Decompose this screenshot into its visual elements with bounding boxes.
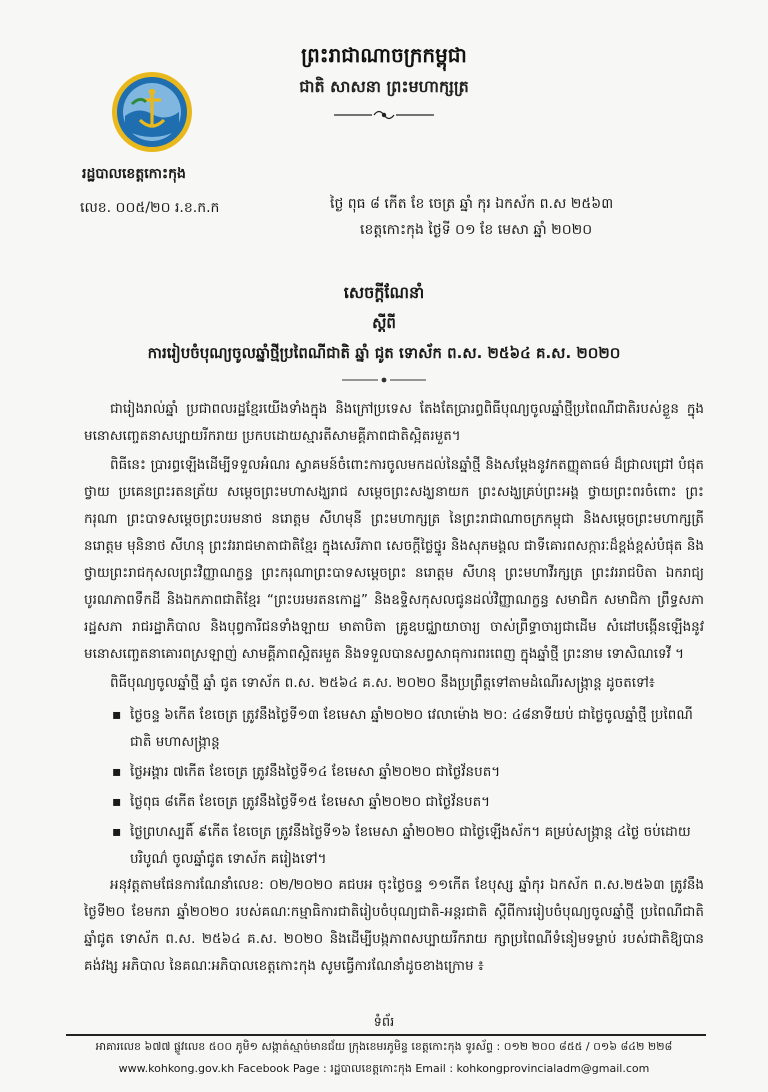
footer-contact: www.kohkong.gov.kh Facebook Page : រដ្ឋបាលខេត្តកោះកុង Email : kohkongprovincialadm@gmail.com [118, 1062, 650, 1075]
solar-date: ខេត្តកោះកុង ថ្ងៃទី ០១ ខែ មេសា ឆ្នាំ ២០២០ [360, 222, 593, 238]
page-marker: ទំព័រ [373, 1015, 395, 1030]
list-item: ▪ ថ្ងៃអង្គារ ៧កើត ខែចេត្រ ត្រូវនឹងថ្ងៃទី១៤ ខែមេសា ឆ្នាំ២០២០ ជាថ្ងៃវ័នបត។ [112, 759, 704, 786]
list-item: ▪ ថ្ងៃព្រហស្បតិ៍ ៩កើត ខែចេត្រ ត្រូវនឹងថ្ងៃទី១៦ ខែមេសា ឆ្នាំ២០២០ ជាថ្ងៃឡើងស័ក។ គម្រប់សង្ក្រាន្ត ៤ថ្ងៃ ចប់ដោយបរិបូណ៌ ចូលឆ្នាំជូត ទោស័ក គរៀងទៅ។ [112, 819, 704, 873]
title-divider [334, 376, 434, 384]
reference-number: លេខ. ០០៥/២០ រ.ខ.ក.ក [80, 200, 220, 216]
schedule-list [112, 702, 704, 876]
footer-address: អាគារលេខ ៦៧៧ ផ្លូវលេខ ៥០០ ភូមិ១ សង្កាត់ស្មាច់មានជ័យ ក្រុងខេមរភូមិន្ទ ខេត្តកោះកុង ទូរស័ព្ទ : ០១២ ២០០ ៨៥៥ / ០១៦ ៨៤២ ២២៨ [95, 1040, 673, 1053]
footer-divider [66, 1034, 706, 1036]
about-label: ស្តីពី [372, 314, 396, 332]
lunar-date: ថ្ងៃ ពុធ ៨ កើត ខែ ចេត្រ ឆ្នាំ កុរ ឯកស័ក ព.ស ២៥៦៣ [330, 196, 614, 212]
ceremony-paragraph: ពិធីនេះ ប្រារព្ធឡើងដើម្បីទទួលអំណរ ស្វាគមន៍ចំពោះការចូលមកដល់នៃឆ្នាំថ្មី និងសម្តែងនូវកតញ្ញុតាធម៌ ដ៏ជ្រាលជ្រៅ បំផុតថ្វាយ ប្រគេនព្រះរតនត្រ័យ សម្តេចព្រះមហាសង្ឃរាជ សម្តេចព្រះសង្ឃនាយក ព្រះសង្ឃគ្រប់ព្រះអង្គ ថ្វាយព្រះពរចំពោះ ព្រះករុណា ព្រះបាទសម្តេចព្រះបរមនាថ នរោត្តម សីហមុនី ព្រះមហាក្សត្រ នៃព្រះរាជាណាចក្រកម្ពុជា និងសម្តេចព្រះមហាក្សត្រី នរោត្តម មុនិនាថ សីហនុ ព្រះវររាជមាតាជាតិខ្មែរ ក្នុងសេរីភាព សេចក្តីថ្លៃថ្នូរ និងសុភមង្គល ជាទីគោរពសក្ការៈដ៏ខ្ពង់ខ្ពស់បំផុត និង ថ្វាយព្រះរាជកុសលព្រះវិញ្ញាណក្ខន្ធ ព្រះករុណាព្រះបាទសម្តេចព្រះ នរោត្តម សីហនុ ព្រះមហាវីរក្សត្រ ព្រះវររាជបិតា ឯករាជ្យ បូរណភាពទឹកដី និងឯកភាពជាតិខ្មែរ “ព្រះបរមរតនកោដ្ឋ” និងឧទ្ទិសកុសលជូនដល់វិញ្ញាណក្ខន្ធ សមាជិក សមាជិកា ព្រឹទ្ធសភា រដ្ឋសភា រាជរដ្ឋាភិបាល និងបុព្វការីជនទាំងឡាយ មាតាបិតា គ្រូឧបជ្ឈាយាចារ្យ ចាស់ព្រឹទ្ធាចារ្យជាដើម សំដៅបង្កើនឡើងនូវ មនោសញ្ចេតនាគោរពស្រឡាញ់ សាមគ្គីភាពស្អិតរមួត និងទទួលបានសព្វសាធុការពរពេញ ក្នុងឆ្នាំថ្មី ព្រះនាម ទោសិណទេវី ។ [84, 457, 704, 662]
sender-administration: រដ្ឋបាលខេត្តកោះកុង [82, 166, 186, 182]
list-item: ▪ ថ្ងៃពុធ ៨កើត ខែចេត្រ ត្រូវនឹងថ្ងៃទី១៥ ខែមេសា ឆ្នាំ២០២០ ជាថ្ងៃវ័នបត។ [112, 789, 704, 816]
ornament-divider [334, 108, 434, 122]
subject-heading: ការរៀបចំបុណ្យចូលឆ្នាំថ្មីប្រពៃណីជាតិ ឆ្នាំ ជូត ទោស័ក ព.ស. ២៥៦៤ គ.ស. ២០២០ [147, 344, 621, 362]
kingdom-title: ព្រះរាជាណាចក្រកម្ពុជា [301, 43, 467, 67]
provincial-seal-logo [110, 70, 194, 154]
implementation-paragraph: អនុវត្តតាមផែនការណែនាំលេខ: ០២/២០២០ គជបអ ចុះថ្ងៃចន្ទ ១១កើត ខែបុស្ស ឆ្នាំកុរ ឯកស័ក ព.ស.២៥៦៣ ត្រូវនឹងថ្ងៃទី២០ ខែមករា ឆ្នាំ២០២០ របស់គណៈកម្មាធិការជាតិរៀបចំបុណ្យជាតិ-អន្តរជាតិ ស្តីពីការរៀបចំបុណ្យចូលឆ្នាំថ្មី ប្រពៃណីជាតិ ឆ្នាំជូត ទោស័ក ព.ស. ២៥៦៤ គ.ស. ២០២០ និងដើម្បីបង្កភាពសប្បាយរីករាយ ក្សាប្រពៃណីទំនៀមទម្លាប់ របស់ជាតិឱ្យបានគង់វង្ស អភិបាល នៃគណៈអភិបាលខេត្តកោះកុង សូមធ្វើការណែនាំដូចខាងក្រោម ៖ [84, 877, 704, 974]
list-item: ▪ ថ្ងៃចន្ទ ៦កើត ខែចេត្រ ត្រូវនឹងថ្ងៃទី១៣ ខែមេសា ឆ្នាំ២០២០ វេលាម៉ោង ២០: ៤៨នាទីយប់ ជាថ្ងៃចូលឆ្នាំថ្មី ប្រពៃណីជាតិ មហាសង្ក្រាន្ត [112, 702, 704, 756]
schedule-intro-paragraph: ពិធីបុណ្យចូលឆ្នាំថ្មី ឆ្នាំ ជូត ទោស័ក ព.ស. ២៥៦៤ គ.ស. ២០២០ នឹងប្រព្រឹត្តទៅតាមដំណើរសង្ក្រាន្ត ដូចតទៅ៖ [110, 675, 655, 691]
national-motto: ជាតិ សាសនា ព្រះមហាក្សត្រ [299, 77, 469, 96]
document-type-heading: សេចក្តីណែនាំ [343, 283, 425, 302]
intro-paragraph: ជារៀងរាល់ឆ្នាំ ប្រជាពលរដ្ឋខ្មែរយើងទាំងក្នុង និងក្រៅប្រទេស តែងតែប្រារព្ធពិធីបុណ្យចូលឆ្នាំថ្មីប្រពៃណីជាតិរបស់ខ្លួន ក្នុងមនោសញ្ចេតនាសប្បាយរីករាយ ប្រកបដោយស្មារតីសាមគ្គីភាពជាតិស្អិតរមួត។ [84, 401, 704, 444]
